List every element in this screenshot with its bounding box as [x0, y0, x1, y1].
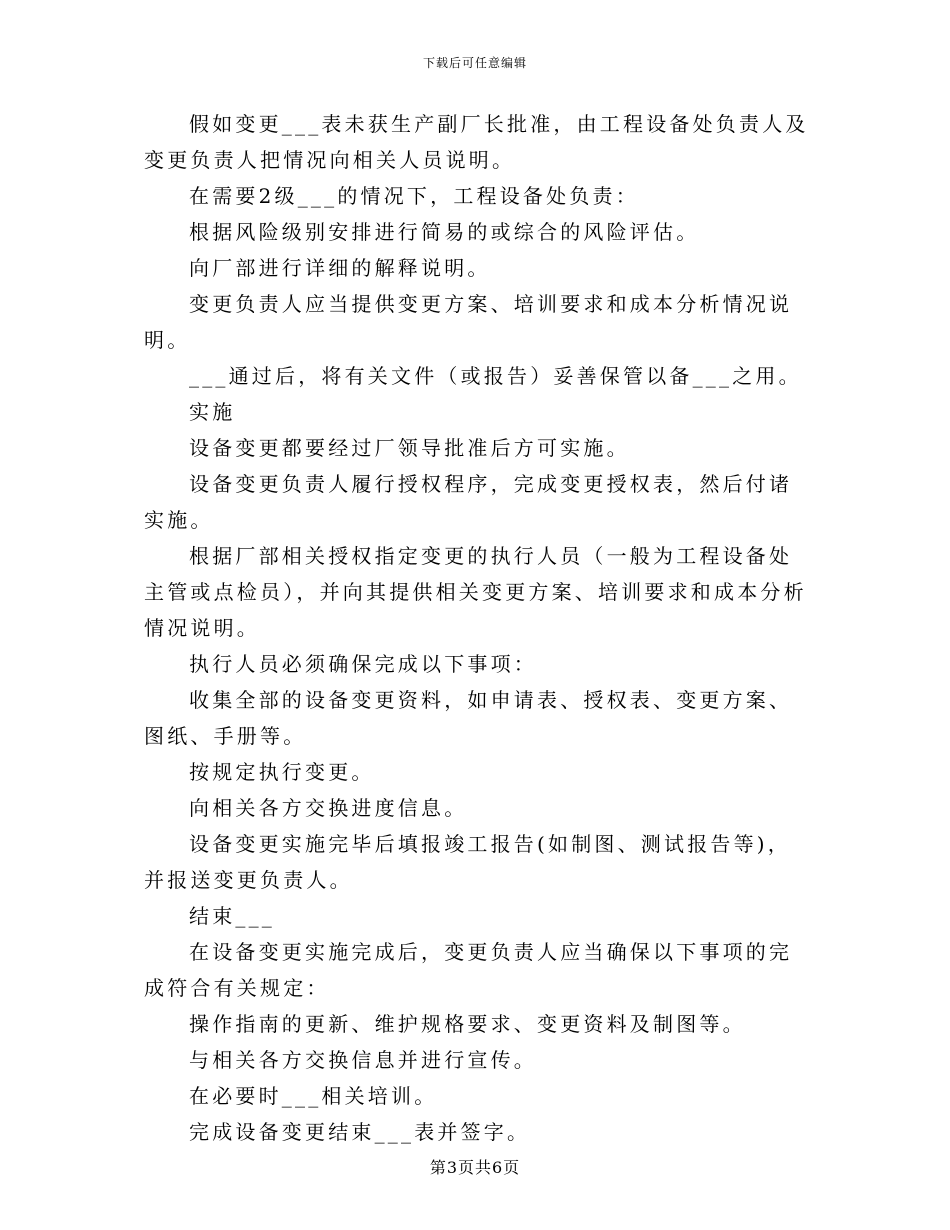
paragraph: 假如变更___表未获生产副厂长批准，由工程设备处负责人及变更负责人把情况向相关人员说明。	[144, 112, 809, 172]
paragraph: 按规定执行变更。	[189, 760, 375, 784]
paragraph: 操作指南的更新、维护规格要求、变更资料及制图等。	[189, 1012, 746, 1036]
paragraph: 在需要2级___的情况下，工程设备处负责：	[189, 184, 639, 208]
paragraph: ___通过后，将有关文件（或报告）妥善保管以备___之用。	[189, 364, 802, 388]
page-header: 下载后可任意编辑	[422, 56, 527, 70]
paragraph: 根据厂部相关授权指定变更的执行人员（一般为工程设备处主管或点检员），并向其提供相关变更方案、培训要求和成本分析情况说明。	[144, 544, 807, 640]
section-heading: 实施	[189, 400, 236, 424]
paragraph: 在设备变更实施完成后，变更负责人应当确保以下事项的完成符合有关规定：	[144, 940, 793, 1000]
section-heading: 结束___	[189, 904, 275, 928]
paragraph: 收集全部的设备变更资料，如申请表、授权表、变更方案、图纸、手册等。	[144, 688, 793, 748]
paragraph: 向厂部进行详细的解释说明。	[189, 256, 491, 280]
paragraph: 变更负责人应当提供变更方案、培训要求和成本分析情况说明。	[144, 292, 793, 352]
paragraph: 设备变更都要经过厂领导批准后方可实施。	[189, 436, 630, 460]
paragraph: 向相关各方交换进度信息。	[189, 796, 468, 820]
paragraph: 与相关各方交换信息并进行宣传。	[189, 1048, 537, 1072]
paragraph: 执行人员必须确保完成以下事项：	[189, 652, 537, 676]
page-footer: 第3页共6页	[429, 1158, 521, 1177]
paragraph: 根据风险级别安排进行简易的或综合的风险评估。	[189, 220, 700, 244]
document-body	[144, 106, 812, 1150]
paragraph: 在必要时___相关培训。	[189, 1084, 438, 1108]
paragraph: 设备变更负责人履行授权程序，完成变更授权表，然后付诸实施。	[144, 472, 793, 532]
paragraph: 完成设备变更结束___表并签字。	[189, 1120, 531, 1144]
paragraph: 设备变更实施完毕后填报竣工报告(如制图、测试报告等)，并报送变更负责人。	[144, 832, 792, 892]
